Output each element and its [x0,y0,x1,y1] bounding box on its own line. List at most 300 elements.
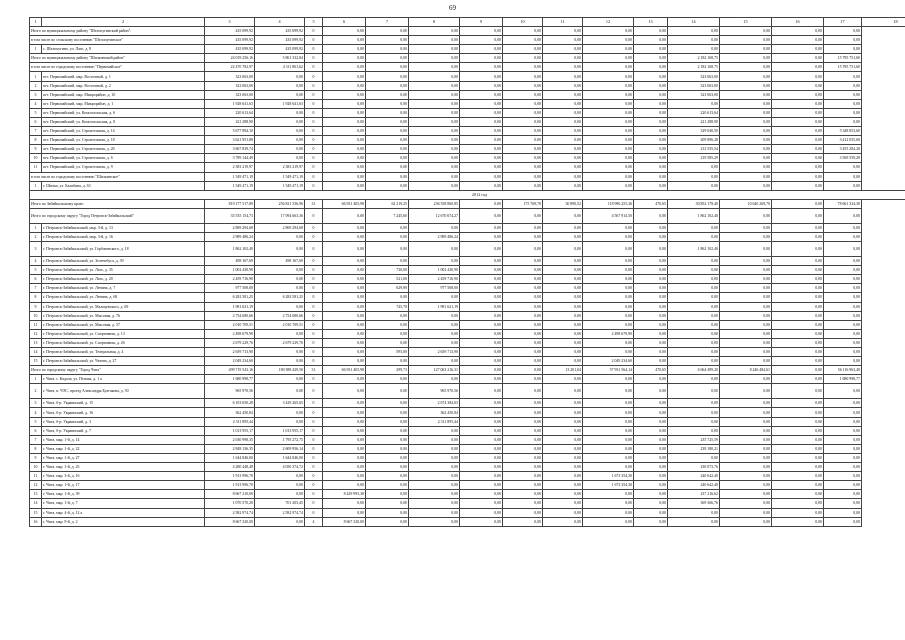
value-cell: 0,00 [583,127,634,136]
total-label-cell: в том числе по городскому поселению "Шилкинское" [30,172,205,181]
value-cell: 0,00 [255,145,305,154]
value-cell: 0,00 [824,45,862,54]
value-cell: 0,00 [824,517,862,526]
value-cell: 0,00 [583,232,634,241]
value-cell: 0,00 [460,375,503,384]
value-cell: 0,00 [460,81,503,90]
value-cell: 0,00 [409,136,460,145]
column-number-cell: 17 [824,18,862,27]
table-row [30,145,905,154]
value-cell: 0,00 [366,472,409,481]
row-number-cell: 8 [30,444,42,453]
value-cell: 0 [305,232,323,241]
table-row [30,99,905,108]
value-cell: 0,00 [366,63,409,72]
value-cell: 0,00 [720,311,772,320]
value-cell: 0,00 [583,108,634,117]
row-number-cell: 1 [30,375,42,384]
table-row [30,357,905,366]
value-cell: 220 613,64 [205,108,255,117]
value-cell: 0,00 [720,399,772,408]
value-cell: 0,00 [503,348,543,357]
value-cell: 0,00 [720,90,772,99]
value-cell: 0,00 [460,399,503,408]
value-cell: 0,00 [772,232,824,241]
value-cell: 0 [305,408,323,417]
value-cell: 0 [305,266,323,275]
value-cell: 0,00 [503,223,543,232]
value-cell: 0,00 [824,311,862,320]
value-cell: 0,00 [409,311,460,320]
value-cell: 0,00 [543,275,583,284]
value-cell: 0,00 [323,145,366,154]
value-cell: 0,00 [503,136,543,145]
value-cell: 0,00 [583,311,634,320]
value-cell: 0,00 [255,81,305,90]
value-cell: 0,00 [772,311,824,320]
value-cell: 595,00 [366,348,409,357]
value-cell: 2 459 716,90 [409,275,460,284]
value-cell: 0,00 [772,90,824,99]
subtotal-row [30,63,905,72]
value-cell: 0,00 [409,426,460,435]
value-cell: 0,00 [409,453,460,462]
value-cell: 0,00 [543,472,583,481]
value-cell: 2 989 486,24 [205,232,255,241]
value-cell: 0,00 [409,481,460,490]
value-cell: 0,00 [634,417,668,426]
value-cell: 0,00 [720,375,772,384]
value-cell: 0,00 [323,90,366,99]
table-row [30,320,905,329]
value-cell: 0,00 [366,154,409,163]
subtotal-row [30,27,905,36]
value-cell: 212 555,54 [668,145,720,154]
row-number-cell: 11 [30,320,42,329]
value-cell: 0,00 [634,242,668,257]
value-cell: 0,00 [255,108,305,117]
value-cell: 0 [305,426,323,435]
value-cell: 0,00 [668,517,720,526]
value-cell: 0,00 [824,72,862,81]
column-number-row [30,18,905,27]
value-cell: 0,00 [323,338,366,347]
value-cell: 3 789 144,49 [205,154,255,163]
value-cell: 0,00 [543,490,583,499]
value-cell: 0,00 [366,257,409,266]
value-cell: 0,00 [366,399,409,408]
value-cell: 0,00 [543,145,583,154]
address-cell: г. Петровск-Забайкальский, ул. Горбачевского, д. 18 [42,242,205,257]
value-cell: 0,00 [772,208,824,223]
value-cell: 0,00 [503,517,543,526]
value-cell: 0,00 [668,348,720,357]
row-number-cell: 6 [30,426,42,435]
value-cell: 0,00 [460,275,503,284]
value-cell: 0,00 [634,399,668,408]
value-cell: 0,00 [772,302,824,311]
value-cell: 1 673 354,30 [583,472,634,481]
value-cell: 1 680 998,77 [824,375,862,384]
value-cell: 0,00 [409,145,460,154]
value-cell: 0,00 [460,472,503,481]
value-cell: 0,00 [503,27,543,36]
address-cell: г. Чита, мкр. 1-й, д. 14 [42,435,205,444]
value-cell: 0,00 [824,490,862,499]
value-cell: 0,00 [824,117,862,126]
table-row [30,508,905,517]
value-cell: 0,00 [634,508,668,517]
value-cell: 2 383 219,97 [205,163,255,172]
value-cell: 0,00 [583,293,634,302]
value-cell: 0,00 [543,172,583,181]
value-cell: 0,00 [543,417,583,426]
value-cell: 0,00 [366,338,409,347]
value-cell: 0,00 [824,223,862,232]
value-cell: 0,00 [583,348,634,357]
value-cell: 0,00 [366,45,409,54]
value-cell: 0,00 [583,435,634,444]
value-cell: 0,00 [503,172,543,181]
value-cell: 0,00 [460,199,503,208]
value-cell: 0,00 [409,181,460,190]
value-cell: 1 680 998,77 [205,375,255,384]
value-cell: 0,00 [503,163,543,172]
value-cell: 66 931 405,98 [323,366,366,375]
value-cell: 0,00 [772,444,824,453]
value-cell: 0,00 [583,163,634,172]
value-cell: 7 245,60 [366,208,409,223]
value-cell: 6 282 581,25 [255,293,305,302]
value-cell: 0 [305,27,323,36]
value-cell: 0,00 [460,223,503,232]
value-cell: 0,00 [772,366,824,375]
value-cell: 0,00 [720,181,772,190]
value-cell: 230 073,76 [668,463,720,472]
value-cell: 0,00 [720,127,772,136]
value-cell: 0,00 [503,275,543,284]
value-cell: 0,00 [255,329,305,338]
subtotal-row [30,54,905,63]
value-cell: 0,00 [634,36,668,45]
value-cell: 0,00 [366,320,409,329]
value-cell: 0,00 [366,293,409,302]
value-cell: 3 412 055,60 [824,136,862,145]
value-cell: 0,00 [323,320,366,329]
value-cell: 1 795 272,75 [255,435,305,444]
value-cell: 0,00 [583,517,634,526]
value-cell: 0,00 [634,453,668,462]
value-cell: 0,00 [255,348,305,357]
value-cell: 498 167,69 [255,257,305,266]
value-cell: 435 099,92 [205,36,255,45]
value-cell: 3 569 559,20 [824,154,862,163]
value-cell: 0,00 [583,320,634,329]
value-cell: 0,00 [634,435,668,444]
value-cell: 0,00 [543,90,583,99]
value-cell: 15 785 751,60 [824,54,862,63]
column-number-cell: 14 [668,18,720,27]
value-cell: 1 644 846,00 [205,453,255,462]
total-label-cell: Итого по городскому округу "Город Чита" [30,366,205,375]
value-cell: 0,00 [503,36,543,45]
value-cell: 0,00 [720,223,772,232]
value-cell: 0 [305,136,323,145]
address-cell: г. Петровск-Забайкальский, мкр. 3-й, д. 13 [42,223,205,232]
value-cell: 0,00 [503,108,543,117]
value-cell: 0,00 [366,36,409,45]
address-cell: пгт. Первомайский, ул. Строительная, д. 18 [42,136,205,145]
column-number-cell: 18 [862,18,905,27]
value-cell: 2 049 234,60 [205,357,255,366]
value-cell: 0,00 [824,275,862,284]
value-cell: 2 869 294,68 [255,223,305,232]
value-cell: 0,00 [503,366,543,375]
value-cell: 0,00 [772,117,824,126]
value-cell: 0,00 [634,117,668,126]
value-cell: 15 785 751,60 [824,63,862,72]
value-cell: 0 [305,508,323,517]
value-cell: 0,00 [543,384,583,399]
value-cell: 0,00 [503,127,543,136]
value-cell: 0,00 [583,117,634,126]
value-cell: 0,00 [366,426,409,435]
value-cell: 0,00 [668,27,720,36]
value-cell: 1 002 430,90 [409,266,460,275]
value-cell: 0,00 [503,508,543,517]
address-cell: г. Чита, б-р. Украинский, д. 16 [42,408,205,417]
value-cell: 0,00 [824,293,862,302]
value-cell: 0,00 [583,302,634,311]
value-cell: 1 981 621,19 [205,302,255,311]
value-cell: 4 280 448,48 [205,463,255,472]
value-cell: 0,00 [503,117,543,126]
value-cell: 0,00 [543,54,583,63]
value-cell: 3 455 284,20 [824,145,862,154]
value-cell: 0,00 [668,36,720,45]
value-cell: 0,00 [323,163,366,172]
value-cell: 0,00 [323,499,366,508]
value-cell: 0 [305,320,323,329]
value-cell: 362 450,84 [409,408,460,417]
value-cell: 0,00 [503,463,543,472]
value-cell: 56 116 963,40 [824,366,862,375]
table-row [30,444,905,453]
value-cell: 0,00 [583,490,634,499]
total-label-cell: Итого по городскому округу "Город Петровск-Забайкальский" [30,208,205,223]
value-cell: 0,00 [634,293,668,302]
value-cell: 0 [305,45,323,54]
value-cell: 1 673 354,30 [583,481,634,490]
address-cell: пгт. Первомайский, ул. Строительная, д. 14 [42,127,205,136]
row-number-cell: 14 [30,499,42,508]
value-cell: 0,00 [323,242,366,257]
total-label-cell: Итого по Забайкальскому краю: [30,199,205,208]
value-cell: 0,00 [583,338,634,347]
value-cell: 0,00 [323,232,366,241]
value-cell: 0,00 [543,508,583,517]
value-cell: 0,00 [409,357,460,366]
value-cell: 0,00 [460,426,503,435]
value-cell: 0,00 [772,490,824,499]
value-cell: 0,00 [503,375,543,384]
address-cell: г. Чита, мкр. 9-й, д. 2 [42,517,205,526]
value-cell: 0,00 [409,172,460,181]
value-cell: 2 010 709,51 [255,320,305,329]
row-number-cell: 10 [30,311,42,320]
value-cell: 435 099,92 [205,45,255,54]
value-cell: 0,00 [583,417,634,426]
value-cell: 0,00 [366,99,409,108]
value-cell: 0,00 [634,384,668,399]
column-number-cell: 8 [409,18,460,27]
value-cell: 0,00 [720,348,772,357]
value-cell: 0,00 [255,136,305,145]
value-cell: 0,00 [409,499,460,508]
value-cell: 0,00 [720,54,772,63]
address-cell: г. Петровск-Забайкальский, ул. Театральная, д. 4 [42,348,205,357]
table-row [30,417,905,426]
value-cell: 323 063,00 [668,81,720,90]
value-cell: 0 [305,257,323,266]
row-number-cell: 1 [30,45,42,54]
value-cell: 0,00 [772,517,824,526]
value-cell: 0,00 [772,99,824,108]
value-cell: 0,00 [255,72,305,81]
value-cell: 0,00 [543,444,583,453]
value-cell: 0,00 [824,408,862,417]
address-cell: г. Петровск-Забайкальский, ул. Ленина, д. 7 [42,284,205,293]
value-cell: 0,00 [634,348,668,357]
value-cell: 0,00 [772,181,824,190]
value-cell: 0,00 [255,481,305,490]
value-cell: 0 [305,302,323,311]
value-cell: 0 [305,54,323,63]
value-cell: 0,00 [460,320,503,329]
value-cell: 323 063,00 [668,90,720,99]
subtotal-row [30,366,905,375]
value-cell: 0,00 [772,481,824,490]
value-cell: 0,00 [772,435,824,444]
address-cell: г. Петровск-Забайкальский, ул. Спортивная, д. 26 [42,338,205,347]
value-cell: 323 063,00 [205,81,255,90]
table-row [30,232,905,241]
value-cell: 0,00 [543,481,583,490]
table-row [30,384,905,399]
value-cell: 0,00 [772,426,824,435]
value-cell: 0,00 [772,72,824,81]
column-number-cell: 7 [366,18,409,27]
value-cell: 0,00 [503,257,543,266]
value-cell: 0 [305,163,323,172]
value-cell: 0,00 [503,54,543,63]
value-cell: 435 099,92 [205,27,255,36]
value-cell: 0,00 [583,399,634,408]
value-cell: 0,00 [366,172,409,181]
value-cell: 0,00 [503,45,543,54]
address-cell: г. Чита, б-р. Украинский, д. 7 [42,426,205,435]
value-cell: 0,00 [255,490,305,499]
value-cell: 0 [305,181,323,190]
value-cell: 0,00 [824,435,862,444]
value-cell: 0,00 [543,117,583,126]
value-cell: 0,00 [668,508,720,517]
value-cell: 0,00 [720,481,772,490]
value-cell: 0,00 [772,27,824,36]
value-cell: 0,00 [634,408,668,417]
value-cell: 1 002 430,90 [205,266,255,275]
value-cell: 0,00 [772,172,824,181]
value-cell: 0,00 [323,208,366,223]
value-cell: 2 659 713,90 [205,348,255,357]
value-cell: 0,00 [460,508,503,517]
value-cell: 0,00 [543,154,583,163]
value-cell: 0,00 [772,320,824,329]
value-cell: 819 177 517,89 [205,199,255,208]
value-cell: 0,00 [583,145,634,154]
value-cell: 2 383 219,97 [255,163,305,172]
value-cell: 220 613,64 [668,108,720,117]
row-number-cell: 3 [30,242,42,257]
value-cell: 0,00 [634,27,668,36]
value-cell: 0,00 [583,154,634,163]
value-cell: 0,00 [720,472,772,481]
value-cell: 0,00 [255,90,305,99]
value-cell: 0,00 [583,426,634,435]
value-cell: 0,00 [460,293,503,302]
value-cell: 0,00 [460,181,503,190]
program-table [29,17,898,527]
value-cell: 0,00 [720,408,772,417]
value-cell: 62 219,25 [366,199,409,208]
value-cell: 0 [305,472,323,481]
value-cell: 0,00 [772,508,824,517]
value-cell: 0,00 [255,154,305,163]
value-cell: 2 989 486,24 [409,232,460,241]
value-cell: 0,00 [583,136,634,145]
value-cell: 0,00 [366,444,409,453]
table-row [30,90,905,99]
value-cell: 362 450,84 [205,408,255,417]
value-cell: 0,00 [824,163,862,172]
address-cell: г. Чита, п. ЧЭС, проезд Александра Булгакова, д. 50 [42,384,205,399]
value-cell: 0,00 [503,311,543,320]
value-cell: 0,00 [583,275,634,284]
value-cell: 0,00 [668,45,720,54]
table-row [30,293,905,302]
value-cell: 0,00 [460,284,503,293]
value-cell: 5 861 332,84 [255,54,305,63]
value-cell: 0,00 [634,275,668,284]
address-cell: г. Петровск-Забайкальский, ул. Спортивная, д. 13 [42,329,205,338]
table-row [30,154,905,163]
value-cell: 323 063,00 [668,72,720,81]
value-cell: 0,00 [772,417,824,426]
value-cell: 0,00 [634,63,668,72]
value-cell: 0,00 [543,81,583,90]
value-cell: 0 [305,499,323,508]
value-cell: 0,00 [366,490,409,499]
value-cell: 0,00 [323,45,366,54]
value-cell: 0,00 [543,36,583,45]
table-row [30,117,905,126]
table-row [30,426,905,435]
value-cell: 0,00 [460,232,503,241]
value-cell: 0,00 [720,257,772,266]
value-cell: 10 640 269,70 [720,199,772,208]
address-cell: г. Петровск-Забайкальский, ул. Чехова, д. 27 [42,357,205,366]
value-cell: 0,00 [583,463,634,472]
